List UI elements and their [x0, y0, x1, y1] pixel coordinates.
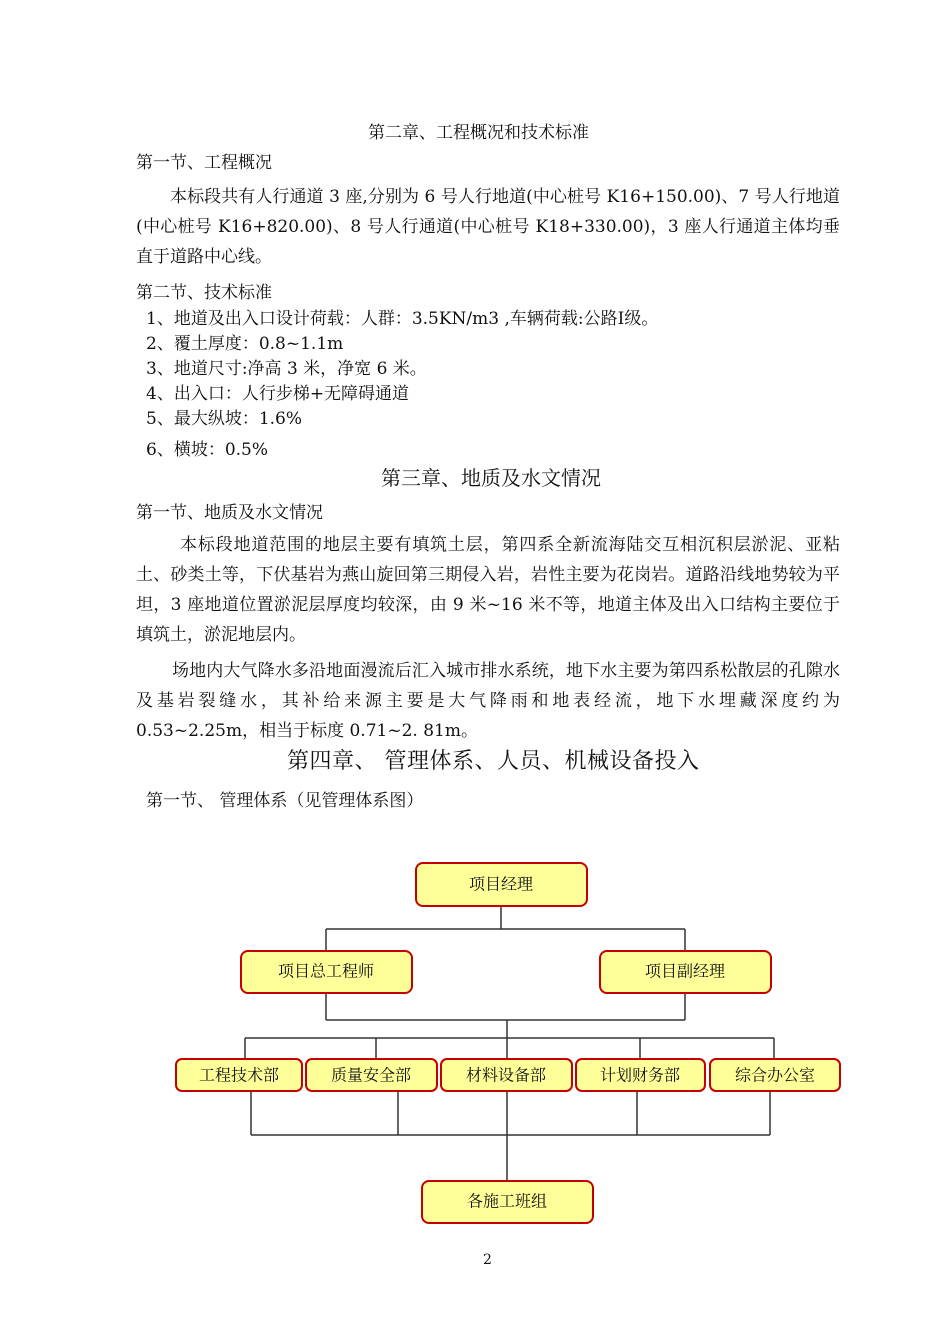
org-box-quality-safety-dept: [306, 1059, 437, 1091]
chart-connectors: [245, 906, 774, 1181]
org-label-chief-engineer: 项目总工程师: [277, 961, 375, 981]
org-box-chief-engineer: [241, 951, 412, 993]
org-box-engineering-dept: [176, 1059, 302, 1091]
org-label-project-manager: 项目经理: [468, 874, 534, 894]
standard-item-5: 5、最大纵坡：1.6%: [146, 409, 303, 429]
org-box-planning-finance-dept: [576, 1059, 705, 1091]
chapter2-section1-text: 本标段共有人行通道 3 座,分别为 6 号人行地道(中心桩号 K16+150.00)、7 号人行地道(中心桩号 K16+820.00)、8 号人行通道(中心桩号 K18+330.00)，3 座人行通道主体均垂直于道路中心线。: [136, 187, 840, 267]
org-label-planning-finance-dept: 计划财务部: [599, 1065, 681, 1085]
page-number: 2: [483, 1252, 492, 1268]
org-label-quality-safety-dept: 质量安全部: [330, 1065, 412, 1085]
standard-item-6: 6、横坡：0.5%: [146, 440, 269, 460]
org-box-materials-equipment-dept: [441, 1059, 572, 1091]
chapter3-title: 第三章、地质及水文情况: [381, 466, 601, 490]
standard-item-2: 2、覆土厚度：0.8~1.1m: [146, 334, 344, 354]
org-label-construction-teams: 各施工班组: [466, 1191, 548, 1211]
standard-item-1: 1、地道及出入口设计荷载：人群：3.5KN/m3 ,车辆荷载:公路Ⅰ级。: [146, 309, 659, 329]
chapter2-title: 第二章、工程概况和技术标准: [368, 123, 589, 143]
chapter3-paragraph-1: 本标段地道范围的地层主要有填筑土层，第四系全新流海陆交互相沉积层淤泥、亚粘土、砂类土等，下伏基岩为燕山旋回第三期侵入岩，岩性主要为花岗岩。道路沿线地势较为平坦，3 座地道位置淤泥层厚度均较深，由 9 米~16 米不等，地道主体及出入口结构主要位于填筑土，淤泥地层内。: [136, 535, 840, 645]
standard-item-3: 3、地道尺寸:净高 3 米，净宽 6 米。: [146, 359, 427, 379]
org-label-engineering-dept: 工程技术部: [198, 1065, 280, 1085]
org-box-deputy-manager: [600, 951, 771, 993]
chapter4-section1-title: 第一节、 管理体系（见管理体系图）: [146, 791, 424, 811]
org-box-project-manager: [416, 863, 587, 906]
chapter2-section2-title: 第二节、技术标准: [136, 283, 272, 303]
chapter2-section1-title: 第一节、工程概况: [136, 153, 272, 173]
org-label-general-office: 综合办公室: [734, 1065, 816, 1085]
org-box-general-office: [710, 1059, 840, 1091]
org-label-materials-equipment-dept: 材料设备部: [465, 1065, 547, 1085]
chapter4-title: 第四章、 管理体系、人员、机械设备投入: [287, 749, 700, 774]
standard-item-4: 4、出入口：人行步梯+无障碍通道: [146, 384, 410, 404]
org-box-construction-teams: [422, 1181, 593, 1223]
org-label-deputy-manager: 项目副经理: [644, 961, 726, 981]
chapter3-section1-title: 第一节、地质及水文情况: [136, 503, 323, 523]
chapter3-paragraph-2: 场地内大气降水多沿地面漫流后汇入城市排水系统，地下水主要为第四系松散层的孔隙水及基岩裂缝水，其补给来源主要是大气降雨和地表经流，地下水埋藏深度约为 0.53~2.25m，相当于标度 0.71~2. 81m。: [136, 661, 840, 741]
